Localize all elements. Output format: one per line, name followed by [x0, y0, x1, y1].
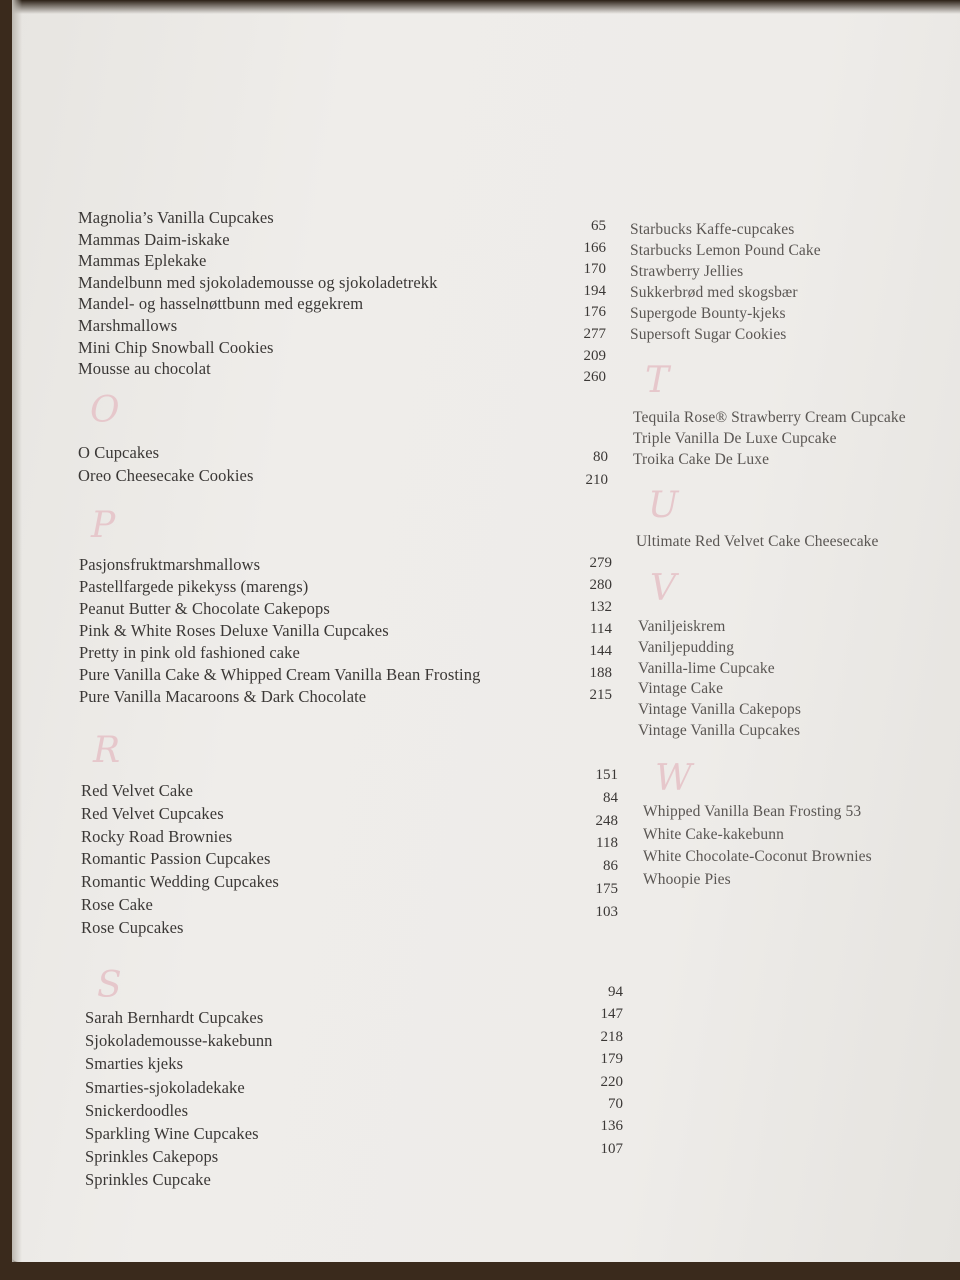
- page-number: 136: [600, 1118, 623, 1135]
- page-number: 94: [608, 984, 623, 1000]
- page-number: 218: [600, 1028, 623, 1045]
- page-number: 103: [595, 903, 618, 920]
- index-entry: Mousse au chocolat: [78, 359, 211, 379]
- page-number: 179: [600, 1051, 623, 1068]
- index-entry: Oreo Cheesecake Cookies: [78, 466, 254, 485]
- index-entry: Supergode Bounty-kjeks: [630, 305, 786, 322]
- page-number: 70: [608, 1096, 623, 1112]
- section-letter: O: [90, 390, 120, 431]
- index-entry: Rose Cake: [81, 895, 153, 914]
- page-number: 175: [595, 881, 618, 897]
- section-letter: R: [93, 730, 121, 771]
- index-entry: Magnolia’s Vanilla Cupcakes: [78, 208, 274, 227]
- index-entry: Marshmallows: [78, 316, 178, 335]
- index-entry: Sjokolademousse-kakebunn: [85, 1031, 273, 1051]
- page-number: 279: [589, 555, 612, 571]
- index-entry: Vaniljepudding: [638, 638, 735, 656]
- page-number: 114: [590, 621, 612, 637]
- index-entry: White Cake-kakebunn: [643, 825, 784, 843]
- index-entry: Vaniljeiskrem: [638, 618, 726, 635]
- page-number: 280: [589, 577, 612, 593]
- index-entry: Pasjonsfruktmarshmallows: [79, 555, 261, 574]
- section-letter: U: [648, 485, 679, 526]
- page-number: 248: [595, 812, 618, 829]
- index-entry: Vintage Cake: [638, 680, 724, 698]
- page-number: 210: [585, 472, 608, 488]
- index-entry: Starbucks Lemon Pound Cake: [630, 242, 821, 259]
- page-number: 151: [595, 767, 618, 783]
- page-number: 260: [583, 369, 606, 386]
- index-entry: Snickerdoodles: [85, 1100, 189, 1120]
- page-number: 176: [583, 304, 606, 321]
- index-entry: Whoopie Pies: [643, 870, 731, 888]
- index-entry: Rocky Road Brownies: [81, 826, 233, 846]
- index-entry: Sprinkles Cakepops: [85, 1147, 219, 1167]
- index-entry: Starbucks Kaffe-cupcakes: [630, 221, 795, 238]
- section-letter: S: [97, 965, 122, 1006]
- index-entry: Pastellfargede pikekyss (marengs): [79, 577, 309, 596]
- index-entry: Mandel- og hasselnøttbunn med eggekrem: [78, 294, 364, 314]
- section-letter: V: [650, 568, 676, 609]
- index-entry: Triple Vanilla De Luxe Cupcake: [633, 430, 837, 447]
- index-entry: Mandelbunn med sjokolademousse og sjokoladetrekk: [78, 272, 438, 292]
- page-number: 132: [589, 599, 612, 615]
- index-entry: Mammas Eplekake: [78, 251, 207, 271]
- index-entry: Ultimate Red Velvet Cake Cheesecake: [636, 533, 879, 550]
- page-number: 118: [596, 835, 618, 852]
- index-entry: Red Velvet Cupcakes: [81, 803, 224, 823]
- page-number: 170: [583, 261, 606, 278]
- page-number: 107: [600, 1140, 623, 1157]
- page-spine-shadow: [12, 0, 22, 1262]
- page-number: 194: [583, 282, 606, 299]
- index-entry: Pure Vanilla Macaroons & Dark Chocolate: [79, 687, 367, 706]
- index-entry: Supersoft Sugar Cookies: [630, 326, 787, 343]
- page-number: 209: [583, 347, 606, 364]
- page-number: 144: [589, 643, 612, 659]
- index-entry: Vintage Vanilla Cupcakes: [638, 722, 801, 739]
- index-entry: Red Velvet Cake: [81, 781, 194, 800]
- index-entry: White Chocolate-Coconut Brownies: [643, 848, 872, 866]
- index-entry: Peanut Butter & Chocolate Cakepops: [79, 599, 330, 618]
- index-entry: Pretty in pink old fashioned cake: [79, 643, 300, 662]
- index-entry: Sparkling Wine Cupcakes: [85, 1124, 259, 1143]
- page-number: 215: [589, 687, 612, 703]
- index-entry: Smarties kjeks: [85, 1054, 184, 1074]
- index-entry: Sarah Bernhardt Cupcakes: [85, 1008, 264, 1027]
- index-entry: Vanilla-lime Cupcake: [638, 659, 775, 677]
- page-number: 220: [600, 1073, 623, 1090]
- index-entry: Pink & White Roses Deluxe Vanilla Cupcakes: [79, 621, 389, 640]
- index-entry: Whipped Vanilla Bean Frosting 53: [643, 803, 862, 820]
- page-number: 65: [591, 218, 606, 234]
- page-number: 84: [603, 789, 618, 806]
- page-number: 188: [589, 665, 612, 681]
- index-entry: Pure Vanilla Cake & Whipped Cream Vanilla Bean Frosting: [79, 665, 481, 684]
- page-number: 80: [593, 449, 608, 465]
- section-letter: T: [645, 360, 670, 401]
- index-entry: Rose Cupcakes: [81, 917, 184, 937]
- index-entry: Mini Chip Snowball Cookies: [78, 337, 274, 357]
- index-entry: Sukkerbrød med skogsbær: [630, 284, 798, 301]
- index-entry: Romantic Passion Cupcakes: [81, 849, 271, 869]
- page-number: 277: [583, 326, 606, 342]
- section-letter: W: [655, 758, 693, 799]
- book-page: [12, 0, 960, 1262]
- index-entry: Sprinkles Cupcake: [85, 1170, 211, 1190]
- index-entry: Vintage Vanilla Cakepops: [638, 701, 802, 719]
- index-entry: Troika Cake De Luxe: [633, 451, 770, 468]
- page-number: 147: [600, 1006, 623, 1023]
- section-letter: P: [91, 505, 116, 546]
- index-entry: O Cupcakes: [78, 443, 160, 462]
- index-entry: Romantic Wedding Cupcakes: [81, 872, 279, 892]
- index-entry: Smarties-sjokoladekake: [85, 1077, 245, 1097]
- index-entry: Strawberry Jellies: [630, 263, 744, 280]
- index-entry: Mammas Daim-iskake: [78, 229, 230, 249]
- index-entry: Tequila Rose® Strawberry Cream Cupcake: [633, 409, 906, 426]
- page-top-shadow: [12, 0, 960, 14]
- page-number: 86: [603, 858, 618, 875]
- page-number: 166: [583, 239, 606, 256]
